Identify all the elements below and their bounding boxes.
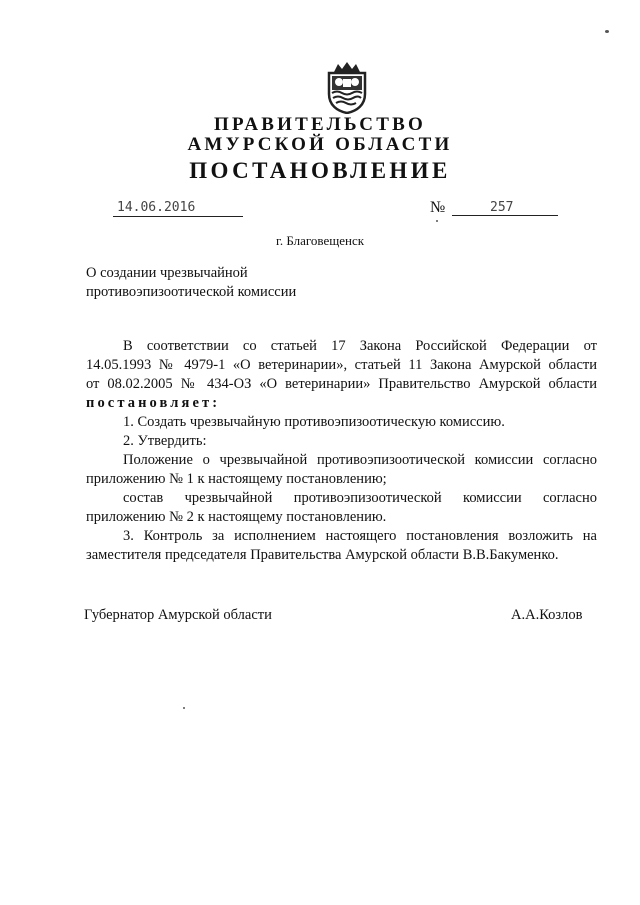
- item-2: 2. Утвердить:: [123, 433, 207, 449]
- paragraph-line: от 08.02.2005 № 434-ОЗ «О ветеринарии» Правительство Амурской области: [86, 376, 597, 392]
- date-underline: [113, 216, 243, 217]
- document-subject: [86, 264, 296, 302]
- signatory-name: А.А.Козлов: [511, 607, 583, 623]
- coat-of-arms-icon: [324, 60, 370, 114]
- subject-line: противоэпизоотической комиссии: [86, 284, 297, 300]
- paragraph-line: состав чрезвычайной противоэпизоотической комиссии согласно: [123, 490, 597, 506]
- org-title-line1: ПРАВИТЕЛЬСТВО: [214, 114, 426, 135]
- decree-word: постановляет:: [86, 395, 221, 411]
- paragraph-line: приложению № 1 к настоящему постановлению;: [86, 471, 387, 487]
- document-body: [86, 337, 597, 565]
- scan-speck: [605, 30, 609, 33]
- scan-speck: [436, 220, 438, 222]
- item-1: 1. Создать чрезвычайную противоэпизоотическую комиссию.: [123, 414, 505, 430]
- document-type-title: ПОСТАНОВЛЕНИЕ: [189, 158, 451, 183]
- number-underline: [452, 215, 558, 216]
- paragraph-line: 3. Контроль за исполнением настоящего постановления возложить на: [123, 528, 597, 544]
- document-date: 14.06.2016: [117, 200, 196, 215]
- document-number: 257: [490, 200, 514, 215]
- scan-speck: [183, 707, 185, 709]
- number-label: №: [430, 199, 446, 216]
- org-title-line2: АМУРСКОЙ ОБЛАСТИ: [187, 134, 453, 155]
- paragraph-line: заместителя председателя Правительства Амурской области В.В.Бакуменко.: [86, 547, 559, 563]
- city-label: г. Благовещенск: [275, 233, 365, 248]
- paragraph-line: 14.05.1993 № 4979-1 «О ветеринарии», статьей 11 Закона Амурской области: [86, 357, 597, 373]
- subject-line: О создании чрезвычайной: [86, 265, 248, 281]
- paragraph-line: В соответствии со статьей 17 Закона Российской Федерации от: [123, 338, 597, 354]
- signatory-position: Губернатор Амурской области: [84, 607, 272, 623]
- paragraph-line: Положение о чрезвычайной противоэпизоотической комиссии согласно: [123, 452, 597, 468]
- paragraph-line: приложению № 2 к настоящему постановлению.: [86, 509, 387, 525]
